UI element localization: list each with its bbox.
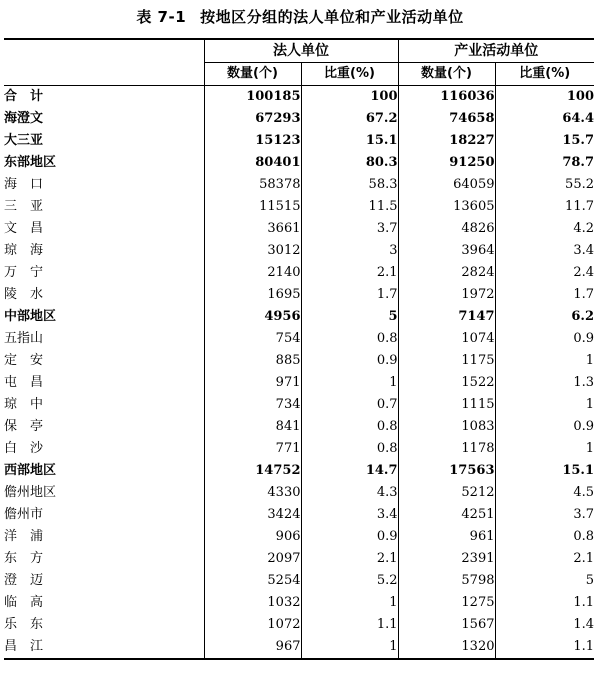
table-title-text: 按地区分组的法人单位和产业活动单位 bbox=[200, 8, 464, 26]
legal-count-cell: 80401 bbox=[204, 152, 301, 174]
activity-count-cell: 2391 bbox=[398, 548, 495, 570]
region-name: 洋 浦 bbox=[4, 529, 44, 544]
activity-count-cell: 1175 bbox=[398, 350, 495, 372]
activity-count-cell: 1178 bbox=[398, 438, 495, 460]
region-name: 中部地区 bbox=[4, 309, 57, 324]
activity-share-cell: 15.1 bbox=[495, 460, 594, 482]
table-row bbox=[4, 416, 594, 438]
activity-share-cell: 1.4 bbox=[495, 614, 594, 636]
region-name: 万 宁 bbox=[4, 265, 44, 280]
legal-count-cell: 1695 bbox=[204, 284, 301, 306]
table-row bbox=[4, 218, 594, 240]
legal-share-cell: 5 bbox=[301, 306, 398, 328]
legal-count-cell: 734 bbox=[204, 394, 301, 416]
activity-count-cell: 961 bbox=[398, 526, 495, 548]
activity-count-cell: 18227 bbox=[398, 130, 495, 152]
activity-count-cell: 17563 bbox=[398, 460, 495, 482]
activity-share-cell: 6.2 bbox=[495, 306, 594, 328]
legal-share-cell: 1.1 bbox=[301, 614, 398, 636]
header-activity-units: 产业活动单位 bbox=[398, 39, 594, 63]
activity-share-cell: 1.7 bbox=[495, 284, 594, 306]
legal-share-cell: 0.9 bbox=[301, 350, 398, 372]
legal-count-cell: 971 bbox=[204, 372, 301, 394]
activity-count-cell: 64059 bbox=[398, 174, 495, 196]
legal-share-cell: 0.8 bbox=[301, 416, 398, 438]
region-name: 琼 中 bbox=[4, 397, 44, 412]
activity-share-cell: 78.7 bbox=[495, 152, 594, 174]
legal-count-cell: 4330 bbox=[204, 482, 301, 504]
region-name: 西部地区 bbox=[4, 463, 57, 478]
legal-count-cell: 771 bbox=[204, 438, 301, 460]
legal-count-cell: 967 bbox=[204, 636, 301, 659]
legal-count-cell: 15123 bbox=[204, 130, 301, 152]
legal-share-cell: 3 bbox=[301, 240, 398, 262]
data-table bbox=[4, 38, 594, 660]
activity-share-cell: 64.4 bbox=[495, 108, 594, 130]
header-legal-units: 法人单位 bbox=[204, 39, 398, 63]
activity-share-cell: 100 bbox=[495, 86, 594, 109]
table-number: 表 7-1 bbox=[136, 8, 187, 26]
table-row bbox=[4, 438, 594, 460]
region-name: 琼 海 bbox=[4, 243, 44, 258]
table-row bbox=[4, 262, 594, 284]
region-name: 五指山 bbox=[4, 331, 44, 346]
legal-share-cell: 1 bbox=[301, 372, 398, 394]
activity-count-cell: 91250 bbox=[398, 152, 495, 174]
legal-count-cell: 14752 bbox=[204, 460, 301, 482]
legal-share-cell: 0.9 bbox=[301, 526, 398, 548]
region-name: 儋州市 bbox=[4, 507, 44, 522]
activity-share-cell: 15.7 bbox=[495, 130, 594, 152]
table-row bbox=[4, 460, 594, 482]
legal-share-cell: 0.8 bbox=[301, 328, 398, 350]
table-row bbox=[4, 350, 594, 372]
table-title bbox=[0, 6, 600, 27]
region-name: 海澄文 bbox=[4, 111, 44, 126]
activity-share-cell: 4.5 bbox=[495, 482, 594, 504]
subheader-legal-share: 比重(%) bbox=[301, 63, 398, 86]
activity-count-cell: 5212 bbox=[398, 482, 495, 504]
activity-count-cell: 13605 bbox=[398, 196, 495, 218]
table-row bbox=[4, 636, 594, 659]
region-name: 大三亚 bbox=[4, 133, 44, 148]
legal-share-cell: 3.7 bbox=[301, 218, 398, 240]
activity-count-cell: 7147 bbox=[398, 306, 495, 328]
activity-count-cell: 1522 bbox=[398, 372, 495, 394]
table-row bbox=[4, 614, 594, 636]
activity-share-cell: 55.2 bbox=[495, 174, 594, 196]
legal-share-cell: 2.1 bbox=[301, 548, 398, 570]
table-row bbox=[4, 372, 594, 394]
activity-share-cell: 2.4 bbox=[495, 262, 594, 284]
region-name: 昌 江 bbox=[4, 636, 204, 659]
table-row bbox=[4, 108, 594, 130]
legal-count-cell: 754 bbox=[204, 328, 301, 350]
activity-count-cell: 4826 bbox=[398, 218, 495, 240]
table-row bbox=[4, 86, 594, 109]
legal-count-cell: 5254 bbox=[204, 570, 301, 592]
legal-share-cell: 100 bbox=[301, 86, 398, 109]
legal-share-cell: 67.2 bbox=[301, 108, 398, 130]
region-name: 三 亚 bbox=[4, 199, 44, 214]
legal-share-cell: 0.8 bbox=[301, 438, 398, 460]
legal-count-cell: 67293 bbox=[204, 108, 301, 130]
table-row bbox=[4, 504, 594, 526]
activity-count-cell: 1074 bbox=[398, 328, 495, 350]
activity-share-cell: 0.9 bbox=[495, 328, 594, 350]
activity-count-cell: 1320 bbox=[398, 636, 495, 659]
legal-count-cell: 11515 bbox=[204, 196, 301, 218]
legal-share-cell: 3.4 bbox=[301, 504, 398, 526]
region-name: 合 计 bbox=[4, 89, 44, 104]
legal-share-cell: 1 bbox=[301, 636, 398, 659]
table-row bbox=[4, 284, 594, 306]
region-name: 文 昌 bbox=[4, 221, 44, 236]
region-name: 澄 迈 bbox=[4, 573, 44, 588]
legal-share-cell: 5.2 bbox=[301, 570, 398, 592]
activity-share-cell: 3.4 bbox=[495, 240, 594, 262]
table-row bbox=[4, 240, 594, 262]
activity-count-cell: 1972 bbox=[398, 284, 495, 306]
region-name: 儋州地区 bbox=[4, 485, 57, 500]
legal-count-cell: 3661 bbox=[204, 218, 301, 240]
region-name: 定 安 bbox=[4, 353, 44, 368]
table-row bbox=[4, 306, 594, 328]
table-row bbox=[4, 592, 594, 614]
table-row bbox=[4, 152, 594, 174]
legal-count-cell: 58378 bbox=[204, 174, 301, 196]
activity-share-cell: 1.1 bbox=[495, 636, 594, 659]
activity-share-cell: 1 bbox=[495, 350, 594, 372]
legal-count-cell: 4956 bbox=[204, 306, 301, 328]
legal-share-cell: 1 bbox=[301, 592, 398, 614]
table-body bbox=[4, 86, 594, 660]
activity-share-cell: 1 bbox=[495, 394, 594, 416]
activity-count-cell: 1567 bbox=[398, 614, 495, 636]
region-name: 海 口 bbox=[4, 177, 44, 192]
region-name: 屯 昌 bbox=[4, 375, 44, 390]
legal-count-cell: 3424 bbox=[204, 504, 301, 526]
table-row bbox=[4, 394, 594, 416]
table-row bbox=[4, 482, 594, 504]
legal-count-cell: 2097 bbox=[204, 548, 301, 570]
legal-count-cell: 885 bbox=[204, 350, 301, 372]
activity-share-cell: 5 bbox=[495, 570, 594, 592]
header-blank bbox=[4, 39, 204, 63]
table-row bbox=[4, 570, 594, 592]
legal-share-cell: 15.1 bbox=[301, 130, 398, 152]
legal-share-cell: 2.1 bbox=[301, 262, 398, 284]
legal-share-cell: 14.7 bbox=[301, 460, 398, 482]
legal-share-cell: 11.5 bbox=[301, 196, 398, 218]
activity-count-cell: 1275 bbox=[398, 592, 495, 614]
activity-count-cell: 5798 bbox=[398, 570, 495, 592]
legal-count-cell: 2140 bbox=[204, 262, 301, 284]
subheader-activity-share: 比重(%) bbox=[495, 63, 594, 86]
activity-share-cell: 0.8 bbox=[495, 526, 594, 548]
activity-share-cell: 1.1 bbox=[495, 592, 594, 614]
activity-count-cell: 1115 bbox=[398, 394, 495, 416]
subheader-legal-count: 数量(个) bbox=[204, 63, 301, 86]
region-name: 陵 水 bbox=[4, 287, 44, 302]
legal-share-cell: 58.3 bbox=[301, 174, 398, 196]
table-row bbox=[4, 174, 594, 196]
region-name: 保 亭 bbox=[4, 419, 44, 434]
legal-count-cell: 100185 bbox=[204, 86, 301, 109]
subheader-activity-count: 数量(个) bbox=[398, 63, 495, 86]
legal-share-cell: 1.7 bbox=[301, 284, 398, 306]
region-name: 乐 东 bbox=[4, 617, 44, 632]
table-row bbox=[4, 526, 594, 548]
activity-count-cell: 2824 bbox=[398, 262, 495, 284]
activity-count-cell: 116036 bbox=[398, 86, 495, 109]
legal-count-cell: 906 bbox=[204, 526, 301, 548]
activity-share-cell: 2.1 bbox=[495, 548, 594, 570]
activity-share-cell: 4.2 bbox=[495, 218, 594, 240]
legal-share-cell: 80.3 bbox=[301, 152, 398, 174]
activity-count-cell: 1083 bbox=[398, 416, 495, 438]
legal-share-cell: 0.7 bbox=[301, 394, 398, 416]
legal-count-cell: 1032 bbox=[204, 592, 301, 614]
table-row bbox=[4, 328, 594, 350]
region-name: 白 沙 bbox=[4, 441, 44, 456]
legal-count-cell: 3012 bbox=[204, 240, 301, 262]
activity-share-cell: 0.9 bbox=[495, 416, 594, 438]
activity-share-cell: 11.7 bbox=[495, 196, 594, 218]
table-row bbox=[4, 196, 594, 218]
legal-count-cell: 1072 bbox=[204, 614, 301, 636]
region-name: 临 高 bbox=[4, 595, 44, 610]
legal-share-cell: 4.3 bbox=[301, 482, 398, 504]
region-name: 东部地区 bbox=[4, 155, 57, 170]
activity-count-cell: 74658 bbox=[398, 108, 495, 130]
legal-count-cell: 841 bbox=[204, 416, 301, 438]
activity-share-cell: 3.7 bbox=[495, 504, 594, 526]
activity-count-cell: 4251 bbox=[398, 504, 495, 526]
activity-share-cell: 1 bbox=[495, 438, 594, 460]
table-row bbox=[4, 548, 594, 570]
region-name: 东 方 bbox=[4, 551, 44, 566]
table-row bbox=[4, 130, 594, 152]
activity-count-cell: 3964 bbox=[398, 240, 495, 262]
subheader-blank bbox=[4, 63, 204, 86]
activity-share-cell: 1.3 bbox=[495, 372, 594, 394]
